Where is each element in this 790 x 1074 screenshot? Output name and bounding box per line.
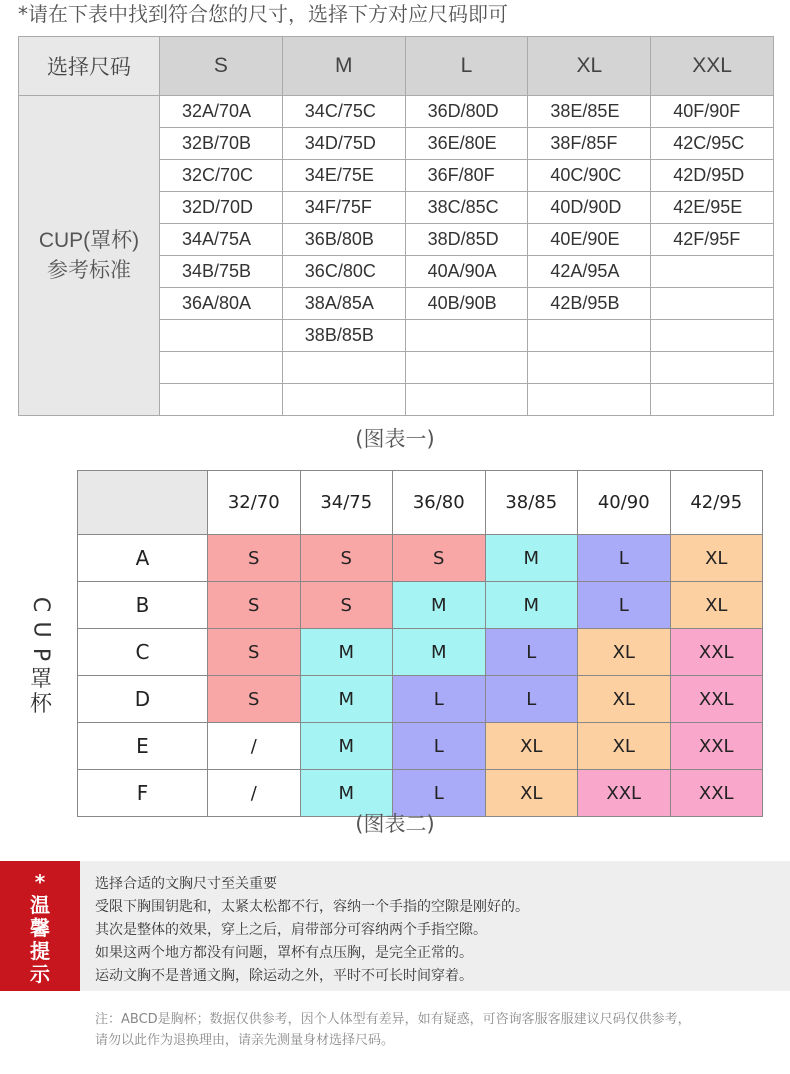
size-cell: 34B/75B — [160, 256, 283, 288]
matrix-size-cell: M — [393, 582, 486, 629]
matrix-size-cell: XXL — [578, 770, 671, 817]
matrix-size-cell: M — [393, 629, 486, 676]
band-header: 40/90 — [578, 471, 671, 535]
band-header: 34/75 — [300, 471, 393, 535]
cup-row-label: A — [78, 535, 208, 582]
cup-row-label: C — [78, 629, 208, 676]
size-reference-table — [18, 36, 774, 416]
cup-row — [78, 582, 763, 629]
size-cell: 40E/90E — [528, 224, 651, 256]
caption-table2: (图表二) — [355, 812, 435, 836]
tip-line: 其次是整体的效果，穿上之后，肩带部分可容纳两个手指空隙。 — [95, 922, 487, 938]
size-header-s: S — [160, 37, 283, 96]
matrix-size-cell: L — [393, 723, 486, 770]
tip-line: 选择合适的文胸尺寸至关重要 — [95, 876, 277, 892]
matrix-size-cell: S — [208, 629, 301, 676]
cup-row — [78, 629, 763, 676]
size-cell — [651, 256, 774, 288]
size-cell — [651, 288, 774, 320]
size-cell — [405, 352, 528, 384]
matrix-size-cell: M — [485, 535, 578, 582]
matrix-size-cell: L — [578, 535, 671, 582]
size-cell: 34E/75E — [282, 160, 405, 192]
tips-badge: * 温 馨 提 示 — [0, 861, 80, 991]
matrix-corner-cell — [78, 471, 208, 535]
cup-row — [78, 723, 763, 770]
matrix-size-cell: L — [485, 629, 578, 676]
matrix-size-cell: L — [393, 676, 486, 723]
size-cell: 38D/85D — [405, 224, 528, 256]
matrix-size-cell: L — [578, 582, 671, 629]
size-table-row — [19, 96, 774, 128]
size-cell — [405, 384, 528, 416]
size-cell: 42B/95B — [528, 288, 651, 320]
size-cell: 32D/70D — [160, 192, 283, 224]
note-line1: 注：ABCD是胸杯；数据仅供参考，因个人体型有差异，如有疑惑，可咨询客服客服建议尺码仅供参考， — [95, 1012, 691, 1027]
size-cell — [651, 384, 774, 416]
size-cell: 32C/70C — [160, 160, 283, 192]
cup-vertical-label: C U P 罩 杯 — [28, 596, 54, 717]
size-cell — [405, 320, 528, 352]
size-header-xl: XL — [528, 37, 651, 96]
size-cell: 38C/85C — [405, 192, 528, 224]
matrix-size-cell: S — [300, 535, 393, 582]
size-cell: 42D/95D — [651, 160, 774, 192]
cup-label-line2: 参考标准 — [47, 258, 131, 282]
size-cell — [160, 320, 283, 352]
tip-line: 运动文胸不是普通文胸，除运动之外，平时不可长时间穿着。 — [95, 968, 473, 984]
matrix-size-cell: XL — [578, 629, 671, 676]
cup-row — [78, 676, 763, 723]
caption-table1: (图表一) — [355, 427, 435, 451]
matrix-size-cell: XL — [485, 770, 578, 817]
band-header: 42/95 — [670, 471, 763, 535]
size-cell: 40B/90B — [405, 288, 528, 320]
band-header: 38/85 — [485, 471, 578, 535]
matrix-size-cell: XXL — [670, 770, 763, 817]
size-cell: 34D/75D — [282, 128, 405, 160]
cup-row-label: E — [78, 723, 208, 770]
size-cell — [160, 352, 283, 384]
size-cell: 36A/80A — [160, 288, 283, 320]
intro-text: *请在下表中找到符合您的尺寸，选择下方对应尺码即可 — [18, 2, 508, 26]
matrix-size-cell: / — [208, 723, 301, 770]
size-cell: 36D/80D — [405, 96, 528, 128]
size-cell: 32B/70B — [160, 128, 283, 160]
size-cell — [651, 352, 774, 384]
cup-row-label: B — [78, 582, 208, 629]
matrix-size-cell: S — [208, 535, 301, 582]
size-cell: 34F/75F — [282, 192, 405, 224]
cup-row-label: F — [78, 770, 208, 817]
size-cell: 36C/80C — [282, 256, 405, 288]
size-cell: 40C/90C — [528, 160, 651, 192]
size-cell: 42A/95A — [528, 256, 651, 288]
size-cell — [160, 384, 283, 416]
matrix-size-cell: XL — [670, 582, 763, 629]
size-cell: 38E/85E — [528, 96, 651, 128]
size-cell: 40D/90D — [528, 192, 651, 224]
size-cell: 36E/80E — [405, 128, 528, 160]
matrix-size-cell: S — [208, 676, 301, 723]
cup-label-line1: CUP(罩杯) — [38, 228, 140, 252]
cup-size-matrix — [77, 470, 763, 817]
matrix-size-cell: XL — [485, 723, 578, 770]
size-cell: 42C/95C — [651, 128, 774, 160]
tips-panel — [0, 861, 790, 991]
matrix-size-cell: XL — [670, 535, 763, 582]
size-cell: 36B/80B — [282, 224, 405, 256]
note-line2: 请勿以此作为退换理由，请亲先测量身材选择尺码。 — [95, 1033, 395, 1048]
size-cell: 38A/85A — [282, 288, 405, 320]
size-cell — [282, 384, 405, 416]
matrix-size-cell: L — [393, 770, 486, 817]
matrix-size-cell: XL — [578, 676, 671, 723]
size-cell: 34C/75C — [282, 96, 405, 128]
size-cell: 36F/80F — [405, 160, 528, 192]
size-cell: 38B/85B — [282, 320, 405, 352]
matrix-size-cell: XXL — [670, 676, 763, 723]
size-cell — [282, 352, 405, 384]
size-cell: 32A/70A — [160, 96, 283, 128]
matrix-size-cell: XXL — [670, 629, 763, 676]
matrix-size-cell: XL — [578, 723, 671, 770]
size-cell: 34A/75A — [160, 224, 283, 256]
size-cell — [528, 384, 651, 416]
size-cell: 42F/95F — [651, 224, 774, 256]
size-cell: 42E/95E — [651, 192, 774, 224]
matrix-size-cell: / — [208, 770, 301, 817]
matrix-size-cell: M — [300, 676, 393, 723]
tip-line: 受限下胸围钥匙和，太紧太松都不行，容纳一个手指的空隙是刚好的。 — [95, 899, 529, 915]
size-cell: 40F/90F — [651, 96, 774, 128]
matrix-size-cell: S — [300, 582, 393, 629]
tips-lines — [95, 873, 529, 988]
size-header-label: 选择尺码 — [19, 37, 160, 96]
matrix-size-cell: M — [485, 582, 578, 629]
disclaimer-note — [95, 1009, 691, 1051]
matrix-size-cell: L — [485, 676, 578, 723]
band-header: 36/80 — [393, 471, 486, 535]
matrix-size-cell: M — [300, 770, 393, 817]
size-cell — [528, 352, 651, 384]
cup-row — [78, 535, 763, 582]
size-header-m: M — [282, 37, 405, 96]
size-cell — [528, 320, 651, 352]
matrix-size-cell: M — [300, 629, 393, 676]
matrix-size-cell: S — [393, 535, 486, 582]
cup-row-label: D — [78, 676, 208, 723]
band-header: 32/70 — [208, 471, 301, 535]
matrix-size-cell: S — [208, 582, 301, 629]
size-header-xxl: XXL — [651, 37, 774, 96]
size-cell — [651, 320, 774, 352]
cup-reference-label — [19, 96, 160, 416]
size-cell: 38F/85F — [528, 128, 651, 160]
size-cell: 40A/90A — [405, 256, 528, 288]
matrix-size-cell: XXL — [670, 723, 763, 770]
tip-line: 如果这两个地方都没有问题，罩杯有点压胸，是完全正常的。 — [95, 945, 473, 961]
matrix-size-cell: M — [300, 723, 393, 770]
size-header-l: L — [405, 37, 528, 96]
